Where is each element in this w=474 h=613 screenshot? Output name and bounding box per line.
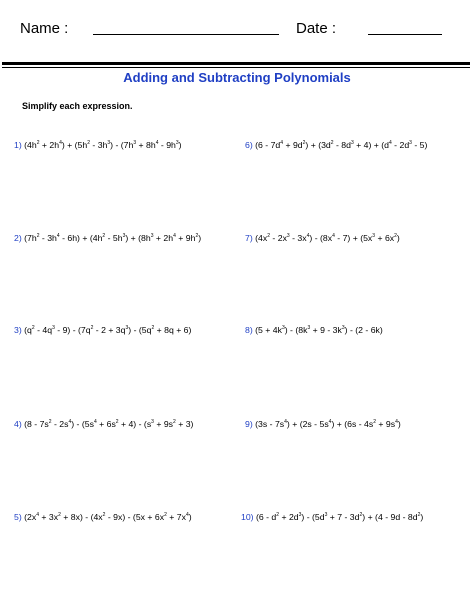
exponent: 2 [267,233,271,239]
exponent: 3 [372,233,376,239]
worksheet-title: Adding and Subtracting Polynomials [123,70,351,85]
exponent: 2 [417,512,421,518]
name-label: Name : [20,20,69,37]
exponent: 3 [125,325,129,331]
exponent: 4 [280,140,284,146]
problem-4 [14,419,193,430]
problem-number: 2) [14,233,22,243]
exponent: 2 [90,325,94,331]
problem-number: 8) [245,325,253,335]
exponent: 2 [58,512,61,518]
problem-expression: $(6 - d^2 + 2d^3) - (5d^3 + 7 - 3d^2) + (4 - 9d - 8d^2)$ [255,512,424,522]
exponent: 3 [151,419,154,425]
exponent: 4 [93,419,97,425]
problem-2 [14,233,201,244]
exponent: 2 [151,325,155,331]
date-label: Date : [296,20,337,37]
exponent: 2 [330,140,334,146]
problem-expression: $(4h^2 + 2h^4) + (5h^2 - 3h^3) - (7h^3 + 8h^4 - 9h^3)$ [24,140,182,150]
exponent: 3 [324,512,328,518]
header-rule-thin [2,67,470,68]
exponent: 2 [31,325,35,331]
exponent: 4 [155,140,159,146]
exponent: 3 [107,140,111,146]
exponent: 2 [115,419,119,425]
date-line [368,34,442,35]
exponent: 2 [359,512,363,518]
problem-expression: $(q^2 - 4q^3 - 9) - (7q^2 - 2 + 3q^3) - (5q^2 + 8q + 6)$ [24,325,192,335]
exponent: 3 [286,233,290,239]
instructions: Simplify each expression. [22,101,133,111]
exponent: 4 [173,233,176,239]
exponent: 4 [68,419,72,425]
problem-7 [245,233,400,244]
exponent: 3 [150,233,154,239]
exponent: 3 [175,140,179,146]
problem-8 [245,325,383,336]
exponent: 4 [388,140,392,146]
exponent: 4 [56,233,60,239]
header-rule-thick [2,62,470,65]
exponent: 3 [133,140,137,146]
exponent: 4 [36,512,40,518]
exponent: 2 [164,512,167,518]
problem-9 [245,419,401,430]
problem-number: 6) [245,140,253,150]
problem-number: 1) [14,140,22,150]
exponent: 3 [350,140,354,146]
exponent: 3 [307,325,311,331]
problem-expression: $(4x^2 - 2x^3 - 3x^4) - (8x^4 - 7) + (5x^3 + 6x^2)$ [255,233,400,243]
exponent: 2 [36,140,40,146]
problem-number: 9) [245,419,253,429]
exponent: 2 [373,419,376,425]
exponent: 2 [173,419,176,425]
exponent: 4 [185,512,189,518]
problem-expression: $(2x^4 + 3x^2 + 8x) - (4x^2 - 9x) - (5x + 6x^2 + 7x^4)$ [24,512,192,522]
exponent: 4 [59,140,62,146]
exponent: 3 [298,512,302,518]
problem-number: 10) [241,512,254,522]
problem-expression: $(7h^2 - 3h^4 - 6h) + (4h^2 - 5h^3) + (8h^3 + 2h^4 + 9h^2)$ [24,233,202,243]
problem-number: 5) [14,512,22,522]
name-line [93,34,279,35]
problem-10 [241,512,423,523]
exponent: 3 [409,140,412,146]
problem-expression: $(5 + 4k^3) - (8k^3 + 9 - 3k^3) - (2 - 6k)$ [255,325,383,335]
exponent: 4 [328,419,332,425]
problem-number: 3) [14,325,22,335]
exponent: 3 [281,325,285,331]
exponent: 4 [332,233,335,239]
problem-1 [14,140,182,151]
problem-expression: $(3s - 7s^4) + (2s - 5s^4) + (6s - 4s^2 + 9s^4)$ [255,419,401,429]
exponent: 2 [394,233,397,239]
problem-6 [245,140,427,151]
exponent: 2 [48,419,52,425]
exponent: 2 [302,140,306,146]
problem-number: 4) [14,419,22,429]
exponent: 2 [195,233,199,239]
exponent: 4 [284,419,287,425]
problem-expression: $(6 - 7d^4 + 9d^2) + (3d^2 - 8d^3 + 4) + (d^4 - 2d^3 - 5)$ [255,140,428,150]
exponent: 2 [87,140,90,146]
exponent: 2 [36,233,40,239]
exponent: 2 [276,512,280,518]
problem-number: 7) [245,233,253,243]
exponent: 4 [306,233,310,239]
problem-3 [14,325,191,336]
exponent: 3 [122,233,126,239]
problem-expression: $(8 - 7s^2 - 2s^4) - (5s^4 + 6s^2 + 4) - (s^3 + 9s^2 + 3)$ [24,419,194,429]
exponent: 2 [102,512,106,518]
exponent: 2 [102,233,106,239]
problem-5 [14,512,192,523]
exponent: 3 [341,325,345,331]
exponent: 3 [52,325,55,331]
exponent: 4 [395,419,398,425]
